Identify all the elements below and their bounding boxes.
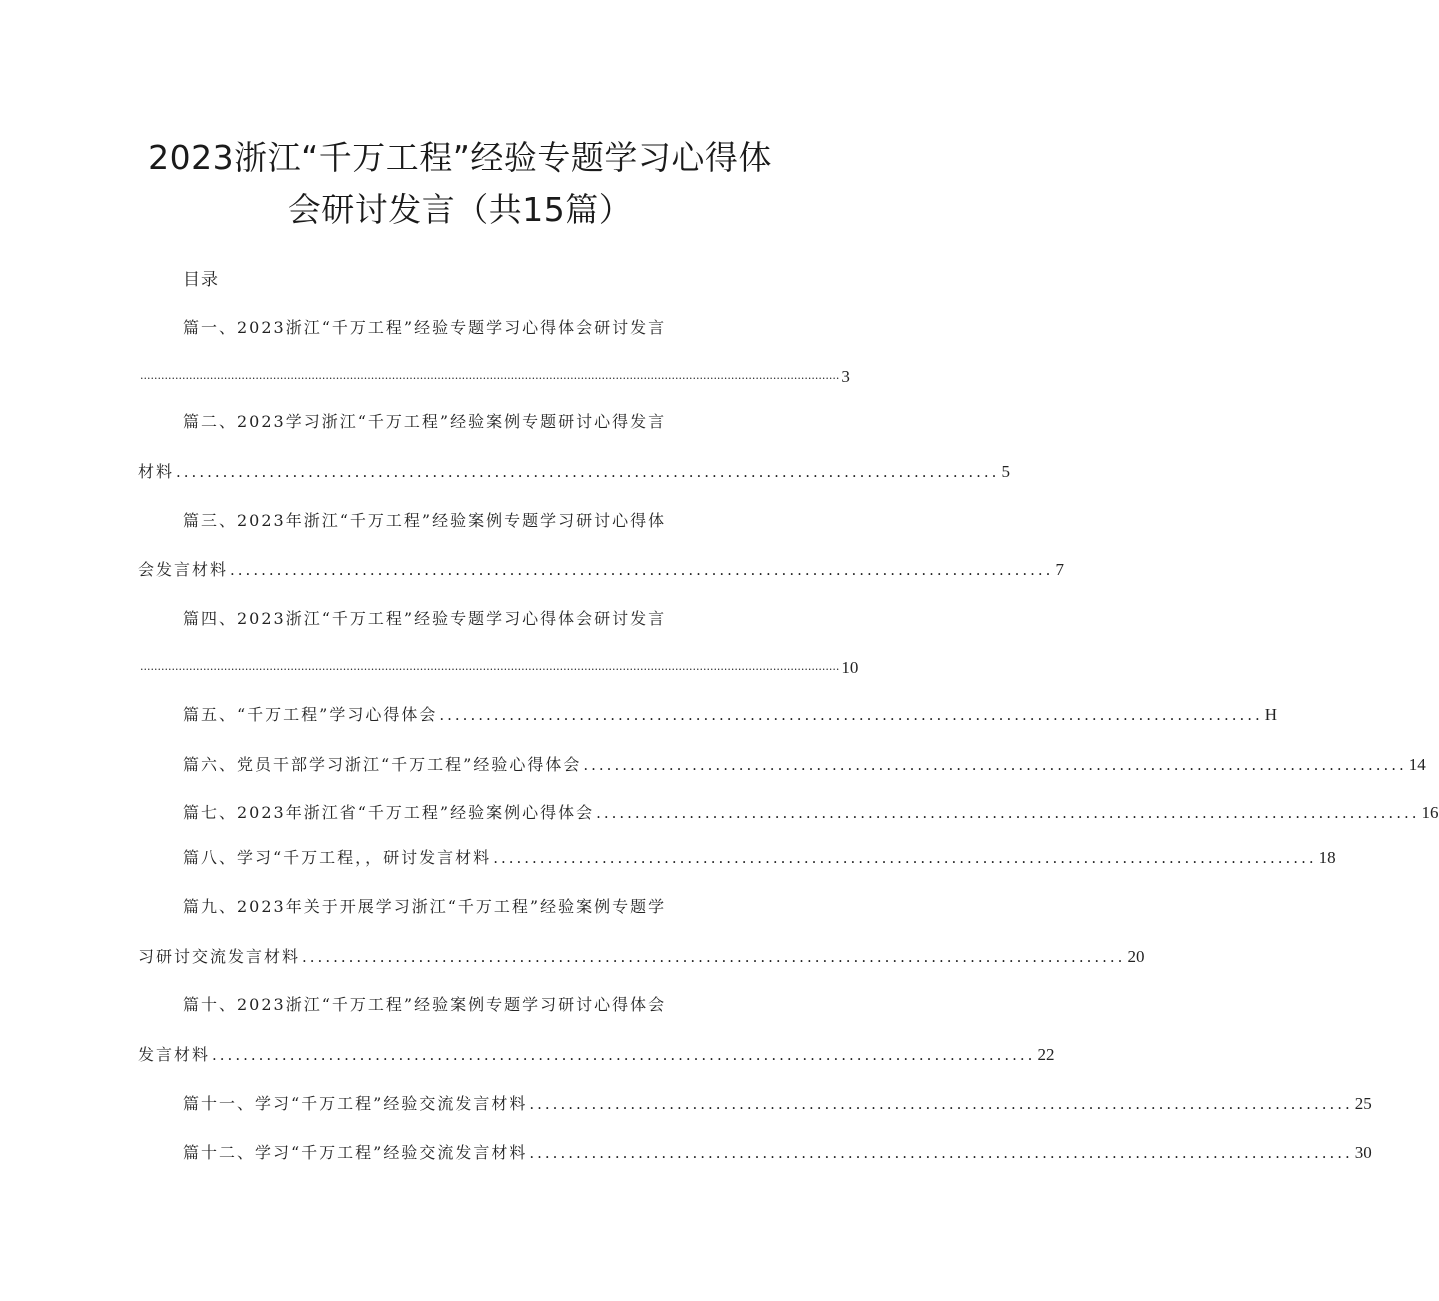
title-line-2: 会研讨发言（共15篇） [287,190,633,229]
toc-entry-11-page: 25 [1354,1094,1372,1113]
toc-entry-1-page: 3 [841,367,850,386]
toc-entry-1-line1: 篇一、2023浙江“千万工程”经验专题学习心得体会研讨发言 [183,318,667,337]
toc-entry-10-lead: 发言材料 [138,1045,211,1064]
toc-entry-12-lead: 篇十二、学习“千万工程”经验交流发言材料 [183,1143,528,1162]
dot-leader: .......................................................................................................... [212,1046,1036,1064]
toc-entry-8-page: 18 [1318,848,1336,867]
toc-entry-3-lead: 会发言材料 [138,560,229,579]
toc-entry-2-page: 5 [1001,462,1010,481]
toc-entry-10-line1: 篇十、2023浙江“千万工程”经验案例专题学习研讨心得体会 [183,995,667,1014]
toc-entry-3-page: 7 [1055,560,1064,579]
toc-entry-2-line1: 篇二、2023学习浙江“千万工程”经验案例专题研讨心得发言 [183,412,667,431]
toc-entry-12[interactable] [183,1142,1372,1164]
toc-entry-6-lead: 篇六、党员干部学习浙江“千万工程”经验心得体会 [183,755,582,774]
toc-entry-7[interactable] [183,802,1439,824]
toc-entry-9-page: 20 [1127,947,1145,966]
title-line-1: 2023浙江“千万工程”经验专题学习心得体 [148,138,772,177]
dot-leader: .......................................................................................................... [230,561,1054,579]
toc-entry-5-page: H [1264,705,1278,724]
toc-entry-5[interactable] [183,704,1278,726]
toc-entry-11-lead: 篇十一、学习“千万工程”经验交流发言材料 [183,1094,528,1113]
dot-leader: .......................................................................................................... [493,849,1317,867]
dot-leader: .......................................................................................................... [596,804,1420,822]
dot-leader: .......................................................................................................... [302,948,1126,966]
toc-entry-1[interactable] [138,366,850,388]
toc-entry-6-page: 14 [1408,755,1426,774]
dot-leader: .......................................................................................................... [583,756,1407,774]
toc-entry-7-lead: 篇七、2023年浙江省“千万工程”经验案例心得体会 [183,803,595,822]
toc-entry-7-page: 16 [1421,803,1439,822]
toc-entry-9-line1: 篇九、2023年关于开展学习浙江“千万工程”经验案例专题学 [183,897,667,916]
toc-entry-4-line1: 篇四、2023浙江“千万工程”经验专题学习心得体会研讨发言 [183,609,667,628]
toc-entry-8-lead: 篇八、学习“千万工程，，研讨发言材料 [183,848,492,867]
toc-entry-5-lead: 篇五、“千万工程”学习心得体会 [183,705,438,724]
toc-entry-4-page: 10 [841,658,859,677]
dot-leader: ........................................................................................................................................................................................................ [140,369,840,382]
toc-entry-3-line1: 篇三、2023年浙江“千万工程”经验案例专题学习研讨心得体 [183,511,667,530]
dot-leader: .......................................................................................................... [529,1095,1353,1113]
toc-entry-2[interactable] [138,461,1010,483]
dot-leader: .......................................................................................................... [439,706,1263,724]
toc-entry-4[interactable] [138,657,859,679]
dot-leader: ........................................................................................................................................................................................................ [140,660,840,673]
toc-entry-3[interactable] [138,559,1064,581]
toc-entry-9[interactable] [138,946,1145,968]
toc-heading: 目录 [183,270,219,290]
toc-entry-10[interactable] [138,1044,1055,1066]
toc-entry-11[interactable] [183,1093,1372,1115]
document-title [100,132,820,236]
toc-entry-2-lead: 材料 [138,462,175,481]
toc-entry-12-page: 30 [1354,1143,1372,1162]
toc-entry-9-lead: 习研讨交流发言材料 [138,947,301,966]
dot-leader: .......................................................................................................... [529,1144,1353,1162]
toc-entry-6[interactable] [183,754,1426,776]
toc-entry-8[interactable] [183,847,1336,869]
dot-leader: .......................................................................................................... [176,463,1000,481]
toc-entry-10-page: 22 [1037,1045,1055,1064]
